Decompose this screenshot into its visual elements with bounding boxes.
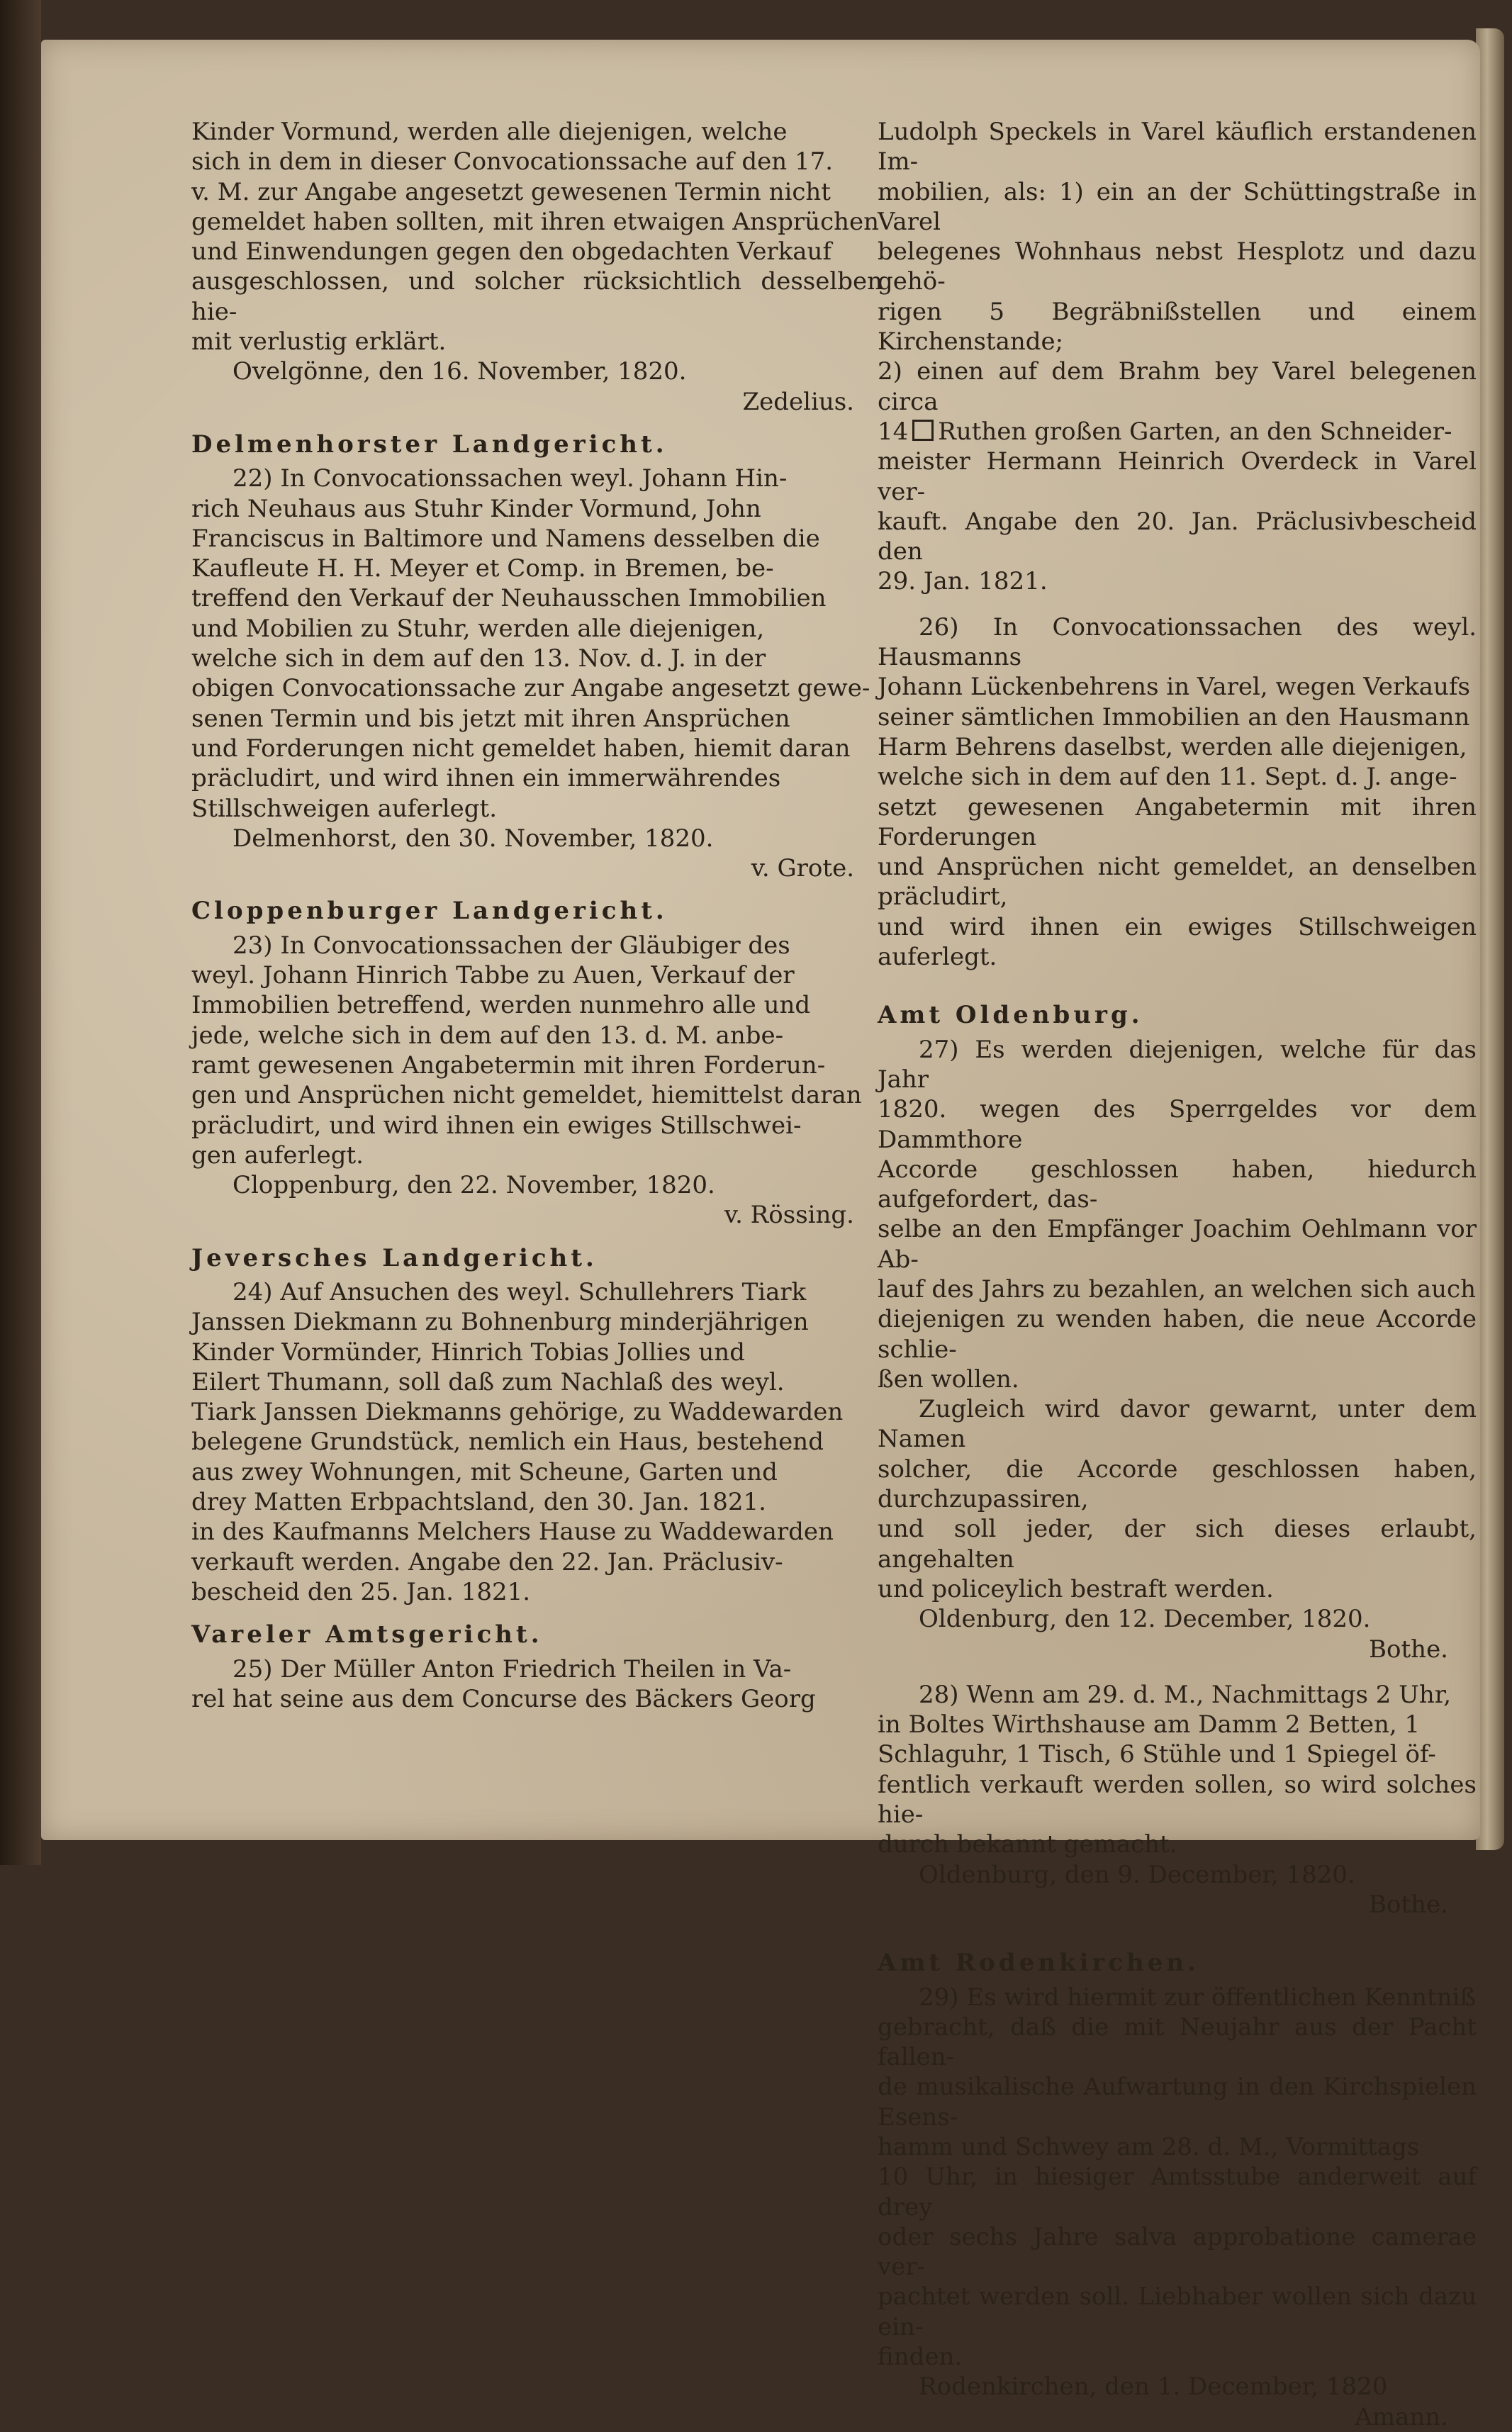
section-heading: Amt Rodenkirchen. (878, 1949, 1199, 1978)
signature: Bothe. (1369, 1635, 1448, 1664)
text-line: Kinder Vormund, werden alle diejenigen, welche (191, 118, 788, 146)
text-line: 22) In Convocationssachen weyl. Johann Hin- (233, 464, 788, 493)
place-date: Cloppenburg, den 22. November, 1820. (233, 1171, 715, 1200)
text-line: in Boltes Wirthshause am Damm 2 Betten, 1 (878, 1710, 1421, 1739)
section-heading: Jeversches Landgericht. (191, 1243, 598, 1272)
text-line: präcludirt, und wird ihnen ein immerwährendes (191, 764, 781, 793)
text-line: jede, welche sich in dem auf den 13. d. M. anbe- (191, 1021, 784, 1050)
text-line: obigen Convocationssache zur Angabe angesetzt gewe- (191, 674, 870, 703)
square-unit-symbol (912, 420, 934, 441)
text-line: bescheid den 25. Jan. 1821. (191, 1577, 531, 1606)
notice-28 (878, 1680, 1477, 1860)
text-line: und Mobilien zu Stuhr, werden alle diejenigen, (191, 614, 765, 643)
text-line: gemeldet haben sollten, mit ihren etwaigen Ansprüchen (191, 207, 880, 236)
text-line: und Ansprüchen nicht gemeldet, an denselben präcludirt, (878, 853, 1477, 912)
place-date: Delmenhorst, den 30. November, 1820. (233, 824, 714, 853)
text-line: drey Matten Erbpachtsland, den 30. Jan. 1821. (191, 1488, 766, 1517)
text-line: 23) In Convocationssachen der Gläubiger des (233, 931, 790, 960)
text-line: ausgeschlossen, und solcher rücksichtlich desselben hie- (191, 267, 883, 326)
notice-22 (191, 464, 883, 824)
text-line: verkauft werden. Angabe den 22. Jan. Präclusiv- (191, 1547, 783, 1576)
text-line: durch bekannt gemacht. (878, 1830, 1177, 1859)
text-fragment: Ruthen großen Garten, an den Schneider- (938, 417, 1452, 446)
text-line: kauft. Angabe den 20. Jan. Präclusivbescheid den (878, 507, 1477, 566)
notice-26 (878, 612, 1477, 973)
text-line: 25) Der Müller Anton Friedrich Theilen in Va- (233, 1654, 792, 1683)
text-line: senen Termin und bis jetzt mit ihren Ansprüchen (191, 704, 790, 733)
text-line (878, 417, 1477, 447)
place-date: Ovelgönne, den 16. November, 1820. (233, 357, 687, 386)
text-line: Eilert Thumann, soll daß zum Nachlaß des weyl. (191, 1367, 785, 1396)
text-line: selbe an den Empfänger Joachim Oehlmann vor Ab- (878, 1215, 1477, 1274)
spacer (878, 972, 1477, 987)
text-line: finden. (878, 2343, 963, 2372)
text-line: Ludolph Speckels in Varel käuflich erstandenen Im- (878, 118, 1477, 176)
notice-23 (191, 931, 883, 1170)
text-line: gebracht, daß die mit Neujahr aus der Pacht fallen- (878, 2012, 1477, 2072)
text-line: Janssen Diekmann zu Bohnenburg minderjährigen (191, 1308, 809, 1337)
text-line: ßen wollen. (878, 1365, 1019, 1394)
text-line: Franciscus in Baltimore und Namens desselben die (191, 524, 820, 553)
text-line: 27) Es werden diejenigen, welche für das Jahr (878, 1035, 1477, 1094)
spacer (878, 597, 1477, 612)
text-line: welche sich in dem auf den 13. Nov. d. J. in der (191, 644, 766, 673)
text-line: v. M. zur Angabe angesetzt gewesenen Termin nicht (191, 177, 831, 206)
spacer (878, 1920, 1477, 1935)
text-line: diejenigen zu wenden haben, die neue Accorde schlie- (878, 1305, 1477, 1364)
text-fragment: 14 (878, 417, 909, 446)
page-edge (1476, 28, 1504, 1850)
text-line: lauf des Jahrs zu bezahlen, an welchen sich auch (878, 1274, 1476, 1304)
text-line: ramt gewesenen Angabetermin mit ihren Forderun- (191, 1050, 826, 1080)
place-date: Oldenburg, den 9. December, 1820. (919, 1860, 1355, 1889)
text-line: 29) Es wird hiermit zur öffentlichen Kenntniß (919, 1983, 1477, 2012)
text-line: Stillschweigen auferlegt. (191, 794, 498, 823)
notice-27 (878, 1035, 1477, 1395)
book-spine (0, 0, 41, 1865)
block-continuation (191, 117, 883, 357)
text-line: Immobilien betreffend, werden nunmehro alle und (191, 991, 811, 1020)
text-line: Schlaguhr, 1 Tisch, 6 Stühle und 1 Spiegel öf- (878, 1740, 1436, 1769)
text-line: und policeylich bestraft werden. (878, 1574, 1274, 1603)
notice-25 (191, 1654, 883, 1715)
text-line: Accorde geschlossen haben, hiedurch aufgefordert, das- (878, 1155, 1477, 1214)
text-line: weyl. Johann Hinrich Tabbe zu Auen, Verkauf der (191, 961, 795, 990)
text-line: setzt gewesenen Angabetermin mit ihren Forderungen (878, 792, 1477, 851)
text-line: oder sechs Jahre salva approbatione camerae ver- (878, 2222, 1477, 2282)
place-date: Rodenkirchen, den 1. December, 1820 (919, 2372, 1388, 2402)
text-line: Johann Lückenbehrens in Varel, wegen Verkaufs (878, 673, 1470, 702)
notice-29 (878, 1983, 1477, 2372)
section-heading: Delmenhorster Landgericht. (191, 430, 668, 459)
notice-25-end (878, 447, 1477, 596)
spacer (878, 1664, 1477, 1680)
text-line: solcher, die Accorde geschlossen haben, durchzupassiren, (878, 1455, 1477, 1514)
text-line: 24) Auf Ansuchen des weyl. Schullehrers Tiark (233, 1277, 807, 1306)
text-line: gen auferlegt. (191, 1141, 364, 1170)
section-heading: Amt Oldenburg. (878, 1001, 1143, 1030)
text-line: Tiark Janssen Diekmanns gehörige, zu Waddewarden (191, 1398, 844, 1427)
signature: v. Grote. (751, 854, 854, 883)
notice-24 (191, 1277, 883, 1607)
signature: v. Rössing. (724, 1201, 854, 1230)
text-line: fentlich verkauft werden sollen, so wird solches hie- (878, 1770, 1477, 1829)
text-line: aus zwey Wohnungen, mit Scheune, Garten und (191, 1457, 778, 1486)
text-line: und wird ihnen ein ewiges Stillschweigen auferlegt. (878, 912, 1477, 972)
text-line: rel hat seine aus dem Concurse des Bäckers Georg (191, 1684, 816, 1713)
text-line: präcludirt, und wird ihnen ein ewiges Stillschwei- (191, 1111, 802, 1140)
text-line: 10 Uhr, in hiesiger Amtsstube anderweit auf drey (878, 2163, 1477, 2221)
section-heading: Cloppenburger Landgericht. (191, 897, 668, 926)
text-line: Zugleich wird davor gewarnt, unter dem Namen (878, 1395, 1477, 1454)
text-line: rich Neuhaus aus Stuhr Kinder Vormund, John (191, 494, 761, 523)
notice-25-continued (878, 117, 1477, 417)
text-line: treffend den Verkauf der Neuhausschen Immobilien (191, 584, 827, 613)
text-line: hamm und Schwey am 28. d. M., Vormittags (878, 2133, 1420, 2161)
notice-27-warning (878, 1394, 1477, 1604)
section-heading: Vareler Amtsgericht. (191, 1620, 543, 1649)
signature: Bothe. (1369, 1890, 1448, 1919)
text-line: Kaufleute H. H. Meyer et Comp. in Bremen, be- (191, 554, 774, 583)
text-line: mobilien, als: 1) ein an der Schüttingstraße in Varel (878, 177, 1477, 236)
text-line: mit verlustig erklärt. (191, 327, 447, 357)
text-line: 2) einen auf dem Brahm bey Varel belegenen circa (878, 357, 1477, 416)
text-line: meister Hermann Heinrich Overdeck in Varel ver- (878, 447, 1477, 506)
text-line: 1820. wegen des Sperrgeldes vor dem Dammthore (878, 1095, 1477, 1154)
text-line: gen und Ansprüchen nicht gemeldet, hiemittelst daran (191, 1081, 862, 1110)
text-line: Harm Behrens daselbst, werden alle diejenigen, (878, 732, 1467, 761)
text-line: belegenes Wohnhaus nebst Hesplotz und dazu gehö- (878, 237, 1477, 296)
text-line: 29. Jan. 1821. (878, 567, 1048, 596)
text-line: in des Kaufmanns Melchers Hause zu Waddewarden (191, 1518, 834, 1547)
text-line: welche sich in dem auf den 11. Sept. d. J. ange- (878, 763, 1457, 792)
text-line: belegene Grundstück, nemlich ein Haus, bestehend (191, 1428, 824, 1457)
text-line: de musikalische Aufwartung in den Kirchspielen Esens- (878, 2073, 1477, 2131)
text-line: 28) Wenn am 29. d. M., Nachmittags 2 Uhr, (919, 1680, 1452, 1709)
text-line: 26) In Convocationssachen des weyl. Hausmanns (878, 612, 1477, 672)
text-line: Kinder Vormünder, Hinrich Tobias Jollies und (191, 1338, 745, 1367)
text-line: pachtet werden soll. Liebhaber wollen sich dazu ein- (878, 2282, 1477, 2341)
signature: Amann. (1355, 2402, 1448, 2431)
right-column (878, 117, 1477, 2432)
left-column (191, 117, 883, 1714)
place-date: Oldenburg, den 12. December, 1820. (919, 1605, 1371, 1634)
text-line: sich in dem in dieser Convocationssache auf den 17. (191, 147, 834, 176)
text-line: und Einwendungen gegen den obgedachten Verkauf (191, 237, 832, 267)
text-line: rigen 5 Begräbnißstellen und einem Kirchenstande; (878, 297, 1477, 357)
text-line: und Forderungen nicht gemeldet haben, hiemit daran (191, 734, 851, 763)
text-line: und soll jeder, der sich dieses erlaubt, angehalten (878, 1515, 1477, 1574)
signature: Zedelius. (742, 387, 854, 416)
text-line: seiner sämtlichen Immobilien an den Hausmann (878, 702, 1470, 732)
